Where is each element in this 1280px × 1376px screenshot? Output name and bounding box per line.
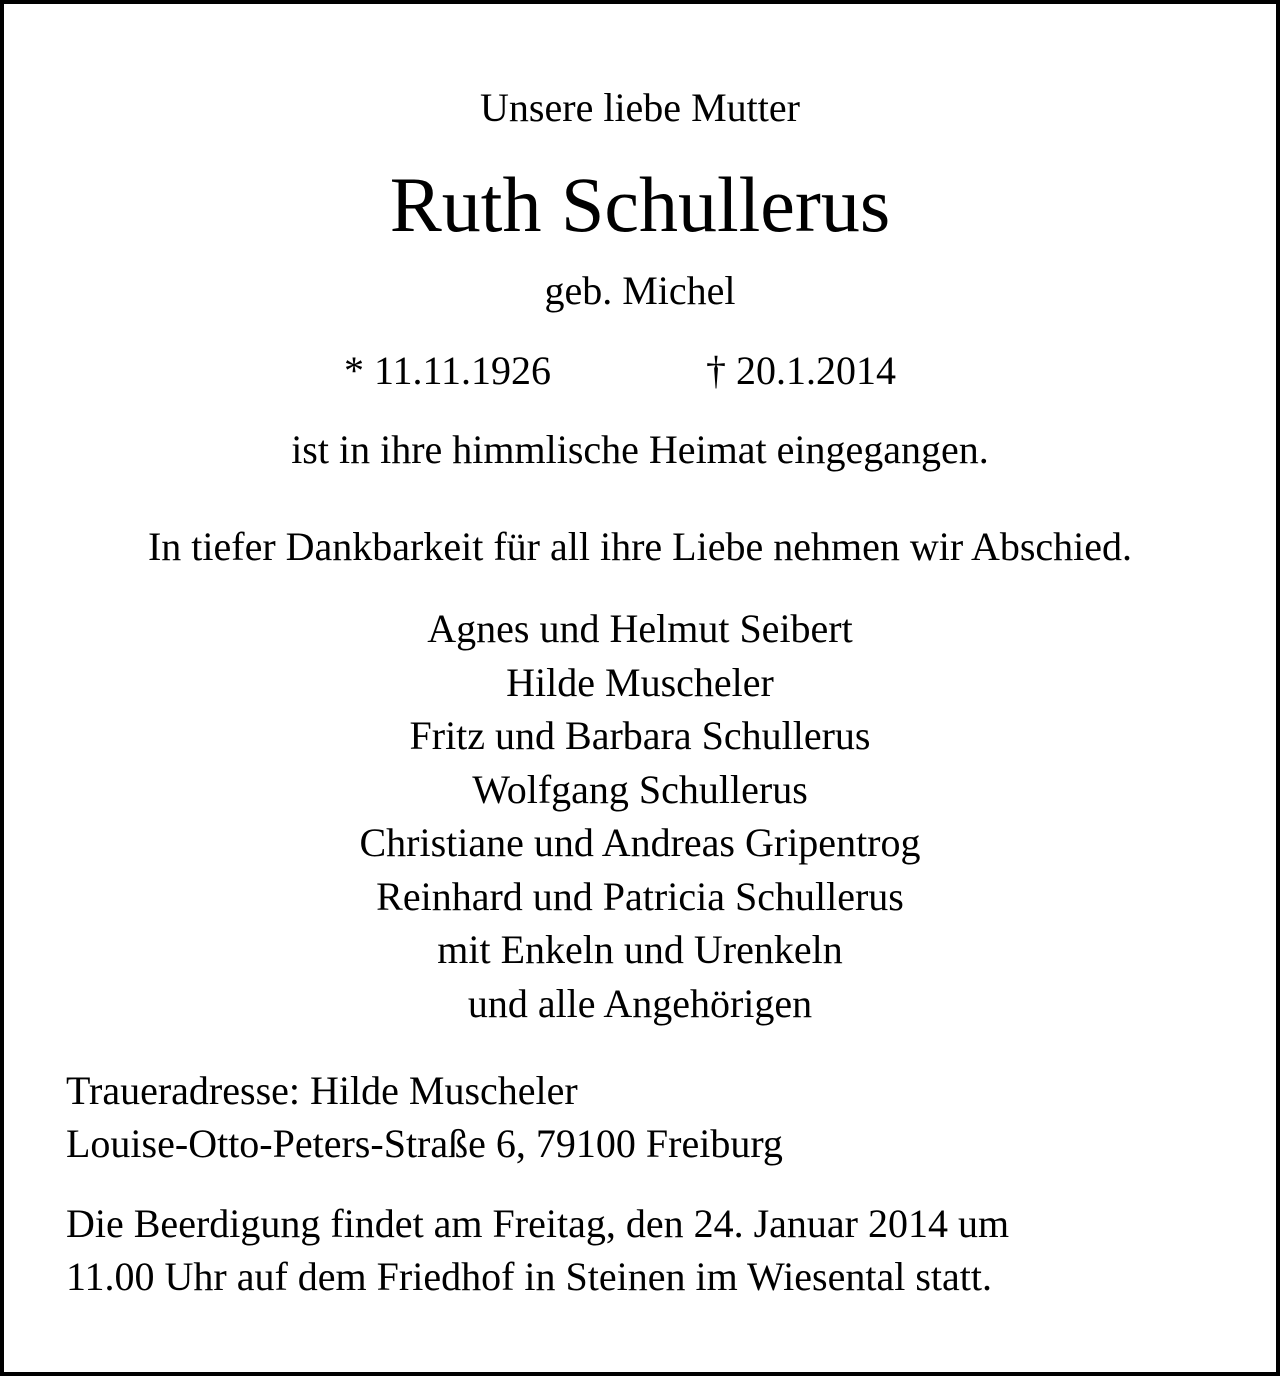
mourning-address-street: Louise-Otto-Peters-Straße 6, 79100 Freiburg [66, 1121, 783, 1166]
farewell-statement: In tiefer Dankbarkeit für all ihre Liebe nehmen wir Abschied. [147, 524, 1133, 569]
funeral-info-line-2: 11.00 Uhr auf dem Friedhof in Steinen im Wiesental statt. [66, 1254, 992, 1299]
notice-intro: Unsere liebe Mutter [480, 85, 800, 130]
deceased-name: Ruth Schullerus [389, 161, 891, 248]
maiden-name: geb. Michel [544, 268, 736, 313]
funeral-info-line-1: Die Beerdigung findet am Freitag, den 24. Januar 2014 um [66, 1201, 1010, 1246]
mourner-item: Hilde Muscheler [506, 659, 774, 705]
mourning-address-name: Traueradresse: Hilde Muscheler [66, 1068, 578, 1113]
birth-date: * 11.11.1926 [344, 348, 552, 393]
mourner-item: Agnes und Helmut Seibert [427, 606, 853, 651]
mourner-item: Wolfgang Schullerus [472, 766, 808, 812]
mourner-item: Fritz und Barbara Schullerus [409, 713, 871, 758]
mourner-item: Reinhard und Patricia Schullerus [376, 873, 904, 919]
mourners-list [0, 602, 1280, 1030]
mourner-item: und alle Angehörigen [467, 980, 813, 1026]
passing-statement: ist in ihre himmlische Heimat eingegangen. [291, 427, 989, 472]
mourner-item: mit Enkeln und Urenkeln [437, 927, 843, 972]
mourner-item: Christiane und Andreas Gripentrog [359, 820, 921, 865]
death-date: † 20.1.2014 [706, 348, 896, 393]
